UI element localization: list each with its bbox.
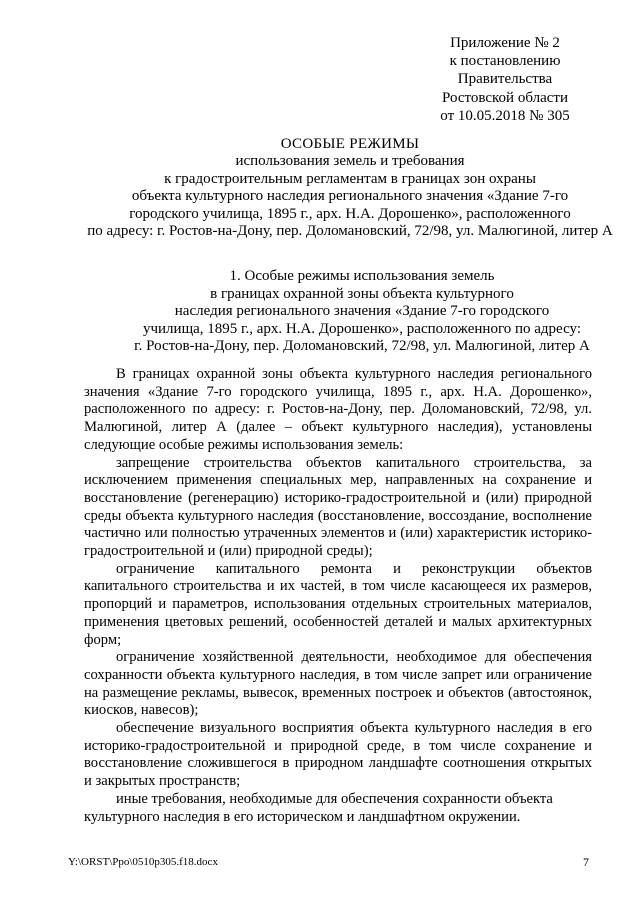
appendix-line: Правительства bbox=[457, 71, 553, 88]
paragraph: запрещение строительства объектов капитального строительства, за исключением применения специальных мер, направленных на сохранение и восстановление (регенерацию) историко-градостроительной и (или) природной среды объекта культурного наследия (восстановление, воссоздание, восполнение частично или полностью утраченных элементов и (или) характеристик историко-градостроительной и (или) природной среды); bbox=[84, 454, 592, 560]
title-line: городского училища, 1895 г., арх. Н.А. Дорошенко», расположенного bbox=[129, 205, 571, 222]
main-title: ОСОБЫЕ РЕЖИМЫ bbox=[280, 136, 420, 152]
paragraph: ограничение хозяйственной деятельности, необходимое для обеспечения сохранности объекта культурного наследия, в том числе запрет или ограничение на размещение рекламы, вывесок, временных построек и объектов (автостоянок, киосков, навесов); bbox=[84, 649, 592, 719]
document-title bbox=[60, 136, 640, 240]
appendix-line: Ростовской области bbox=[442, 89, 568, 106]
footer-file-path: Y:\ORST\Ppo\0510p305.f18.docx bbox=[68, 856, 218, 868]
paragraph: иные требования, необходимые для обеспечения сохранности объекта культурного наследия в его историческом и ландшафтном окружении. bbox=[84, 790, 553, 825]
body-text bbox=[84, 366, 592, 826]
section-line: наследия регионального значения «Здание 7-го городского bbox=[174, 303, 550, 320]
section-line: 1. Особые режимы использования земель bbox=[229, 268, 495, 284]
title-line: использования земель и требования bbox=[235, 153, 465, 170]
paragraph: В границах охранной зоны объекта культурного наследия регионального значения «Здание 7-го городского училища, 1895 г., арх. Н.А. Дорошенко», расположенного по адресу: г. Ростов-на-Дону, пер. Доломановский, 72/98, ул. Малюгиной, литер А (далее – объект культурного наследия), установлены следующие особые режимы использования земель: bbox=[84, 366, 592, 453]
title-line: к градостроительным регламентам в границах зон охраны bbox=[164, 170, 536, 187]
paragraph: обеспечение визуального восприятия объекта культурного наследия в его историко-градостроительной и природной среде, в том числе сохранение и восстановление сложившегося в природном ландшафте соотношения открытых и закрытых пространств; bbox=[84, 720, 592, 790]
section-line: г. Ростов-на-Дону, пер. Доломановский, 72/98, ул. Малюгиной, литер А bbox=[134, 338, 590, 355]
appendix-line: от 10.05.2018 № 305 bbox=[440, 107, 570, 124]
appendix-line: к постановлению bbox=[449, 53, 561, 70]
section-line: в границах охранной зоны объекта культурного bbox=[210, 285, 514, 302]
appendix-header bbox=[420, 34, 590, 125]
paragraph: ограничение капитального ремонта и реконструкции объектов капитального строительства и их частей, в том числе касающееся их размеров, пропорций и параметров, использования отдельных строительных материалов, применения цветовых решений, особенностей деталей и малых архитектурных форм; bbox=[84, 560, 592, 648]
page-number: 7 bbox=[583, 855, 589, 869]
title-line: объекта культурного наследия регионального значения «Здание 7-го bbox=[131, 188, 569, 205]
title-line: по адресу: г. Ростов-на-Дону, пер. Доломановский, 72/98, ул. Малюгиной, литер А bbox=[87, 223, 613, 240]
section-heading bbox=[82, 268, 640, 356]
section-line: училища, 1895 г., арх. Н.А. Дорошенко», расположенного по адресу: bbox=[142, 320, 581, 337]
appendix-line: Приложение № 2 bbox=[450, 35, 560, 51]
